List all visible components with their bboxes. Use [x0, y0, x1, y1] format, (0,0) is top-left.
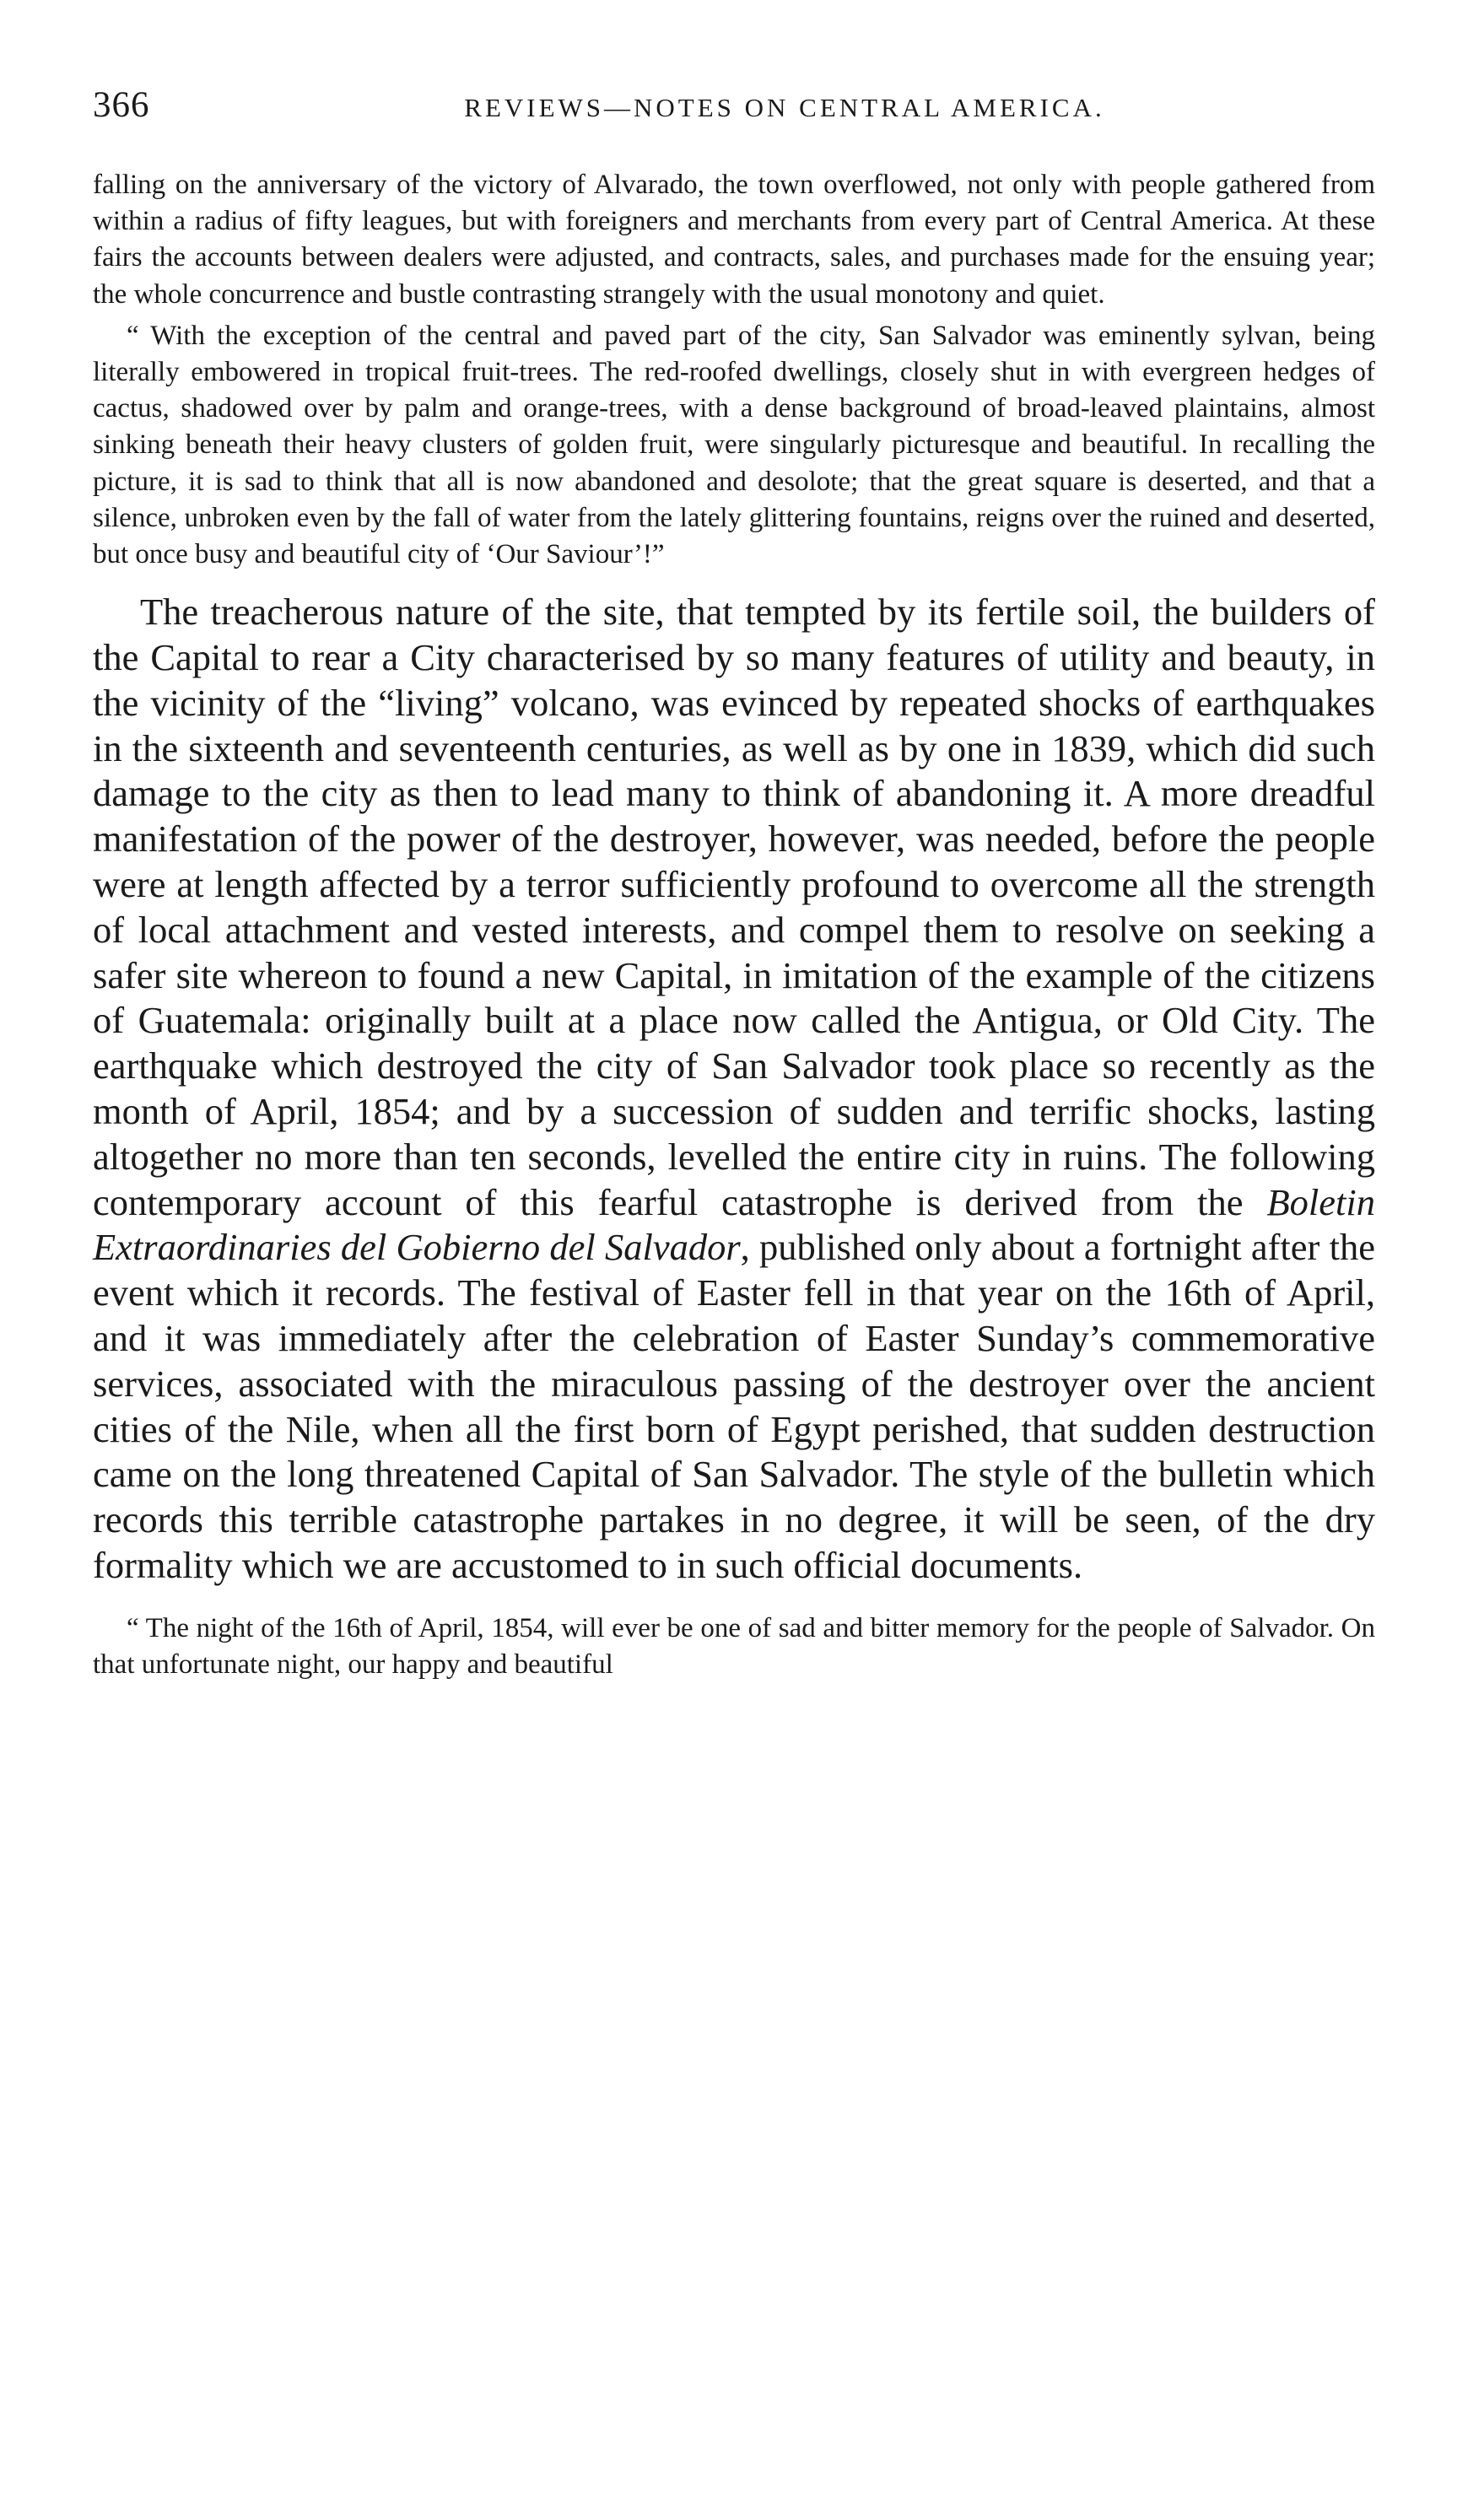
- main-paragraph: [93, 590, 1375, 1589]
- quote-paragraph-2: “ With the exception of the central and paved part of the city, San Salvador was eminently sylvan, being literally embowered in tropical fruit-trees. The red-roofed dwellings, closely shut in with evergreen hedges of cactus, shadowed over by palm and orange-trees, with a dense background of broad-leaved plaintains, almost sinking beneath their heavy clusters of golden fruit, were singularly picturesque and beautiful. In recalling the picture, it is sad to think that all is now abandoned and desolote; that the great square is deserted, and that a silence, unbroken even by the fall of water from the lately glittering fountains, reigns over the ruined and deserted, but once busy and beautiful city of ‘Our Saviour’!”: [93, 320, 1375, 570]
- page-number: 366: [93, 85, 150, 125]
- page-header: [93, 84, 1375, 135]
- running-head: REVIEWS—NOTES ON CENTRAL AMERICA.: [464, 93, 1105, 122]
- quote-paragraph-1: falling on the anniversary of the victory of Alvarado, the town overflowed, not only with people gathered from within a radius of fifty leagues, but with foreigners and merchants from every part of Central America. At these fairs the accounts between dealers were adjusted, and contracts, sales, and purchases made for the ensuing year; the whole concurrence and bustle contrasting strangely with the usual monotony and quiet.: [93, 170, 1375, 310]
- main-paragraph-text-start: The treacherous nature of the site, that tempted by its fertile soil, the builders of the Capital to rear a City characterised by so many features of utility and beauty, in the vicinity of the “living” volcano, was evinced by repeated shocks of earthquakes in the sixteenth and seventeenth centuries, as well as by one in 1839, which did such damage to the city as then to lead many to think of abandoning it. A more dreadful manifestation of the power of the destroyer, however, was needed, before the people were at length affected by a terror sufficiently profound to overcome all the strength of local attachment and vested interests, and compel them to resolve on seeking a safer site whereon to found a new Capital, in imitation of the example of the citizens of Guatemala: originally built at a place now called the Antigua, or Old City. The earthquake which destroyed the city of San Salvador took place so recently as the month of April, 1854; and by a succession of sudden and terrific shocks, lasting altogether no more than ten seconds, levelled the entire city in ruins. The following contemporary account of this fearful catastrophe is derived from the: [93, 591, 1375, 1223]
- main-paragraph-text-end: , published only about a fortnight after the event which it records. The festival of Easter fell in that year on the 16th of April, and it was immediately after the celebration of Easter Sunday’s commemorative services, associated with the miraculous passing of the destroyer over the ancient cities of the Nile, when all the first born of Egypt perished, that sudden destruction came on the long threatened Capital of San Salvador. The style of the bulletin which records this terrible catastrophe partakes in no degree, it will be seen, of the dry formality which we are accustomed to in such official documents.: [93, 1226, 1375, 1586]
- bulletin-title: Boletin Extraordinaries del Gobierno del Salvador: [93, 1180, 1375, 1269]
- closing-quote-paragraph: “ The night of the 16th of April, 1854, will ever be one of sad and bitter memory for the people of Salvador. On that unfortunate night, our happy and beautiful: [93, 1612, 1375, 1680]
- book-page: [93, 84, 1375, 1683]
